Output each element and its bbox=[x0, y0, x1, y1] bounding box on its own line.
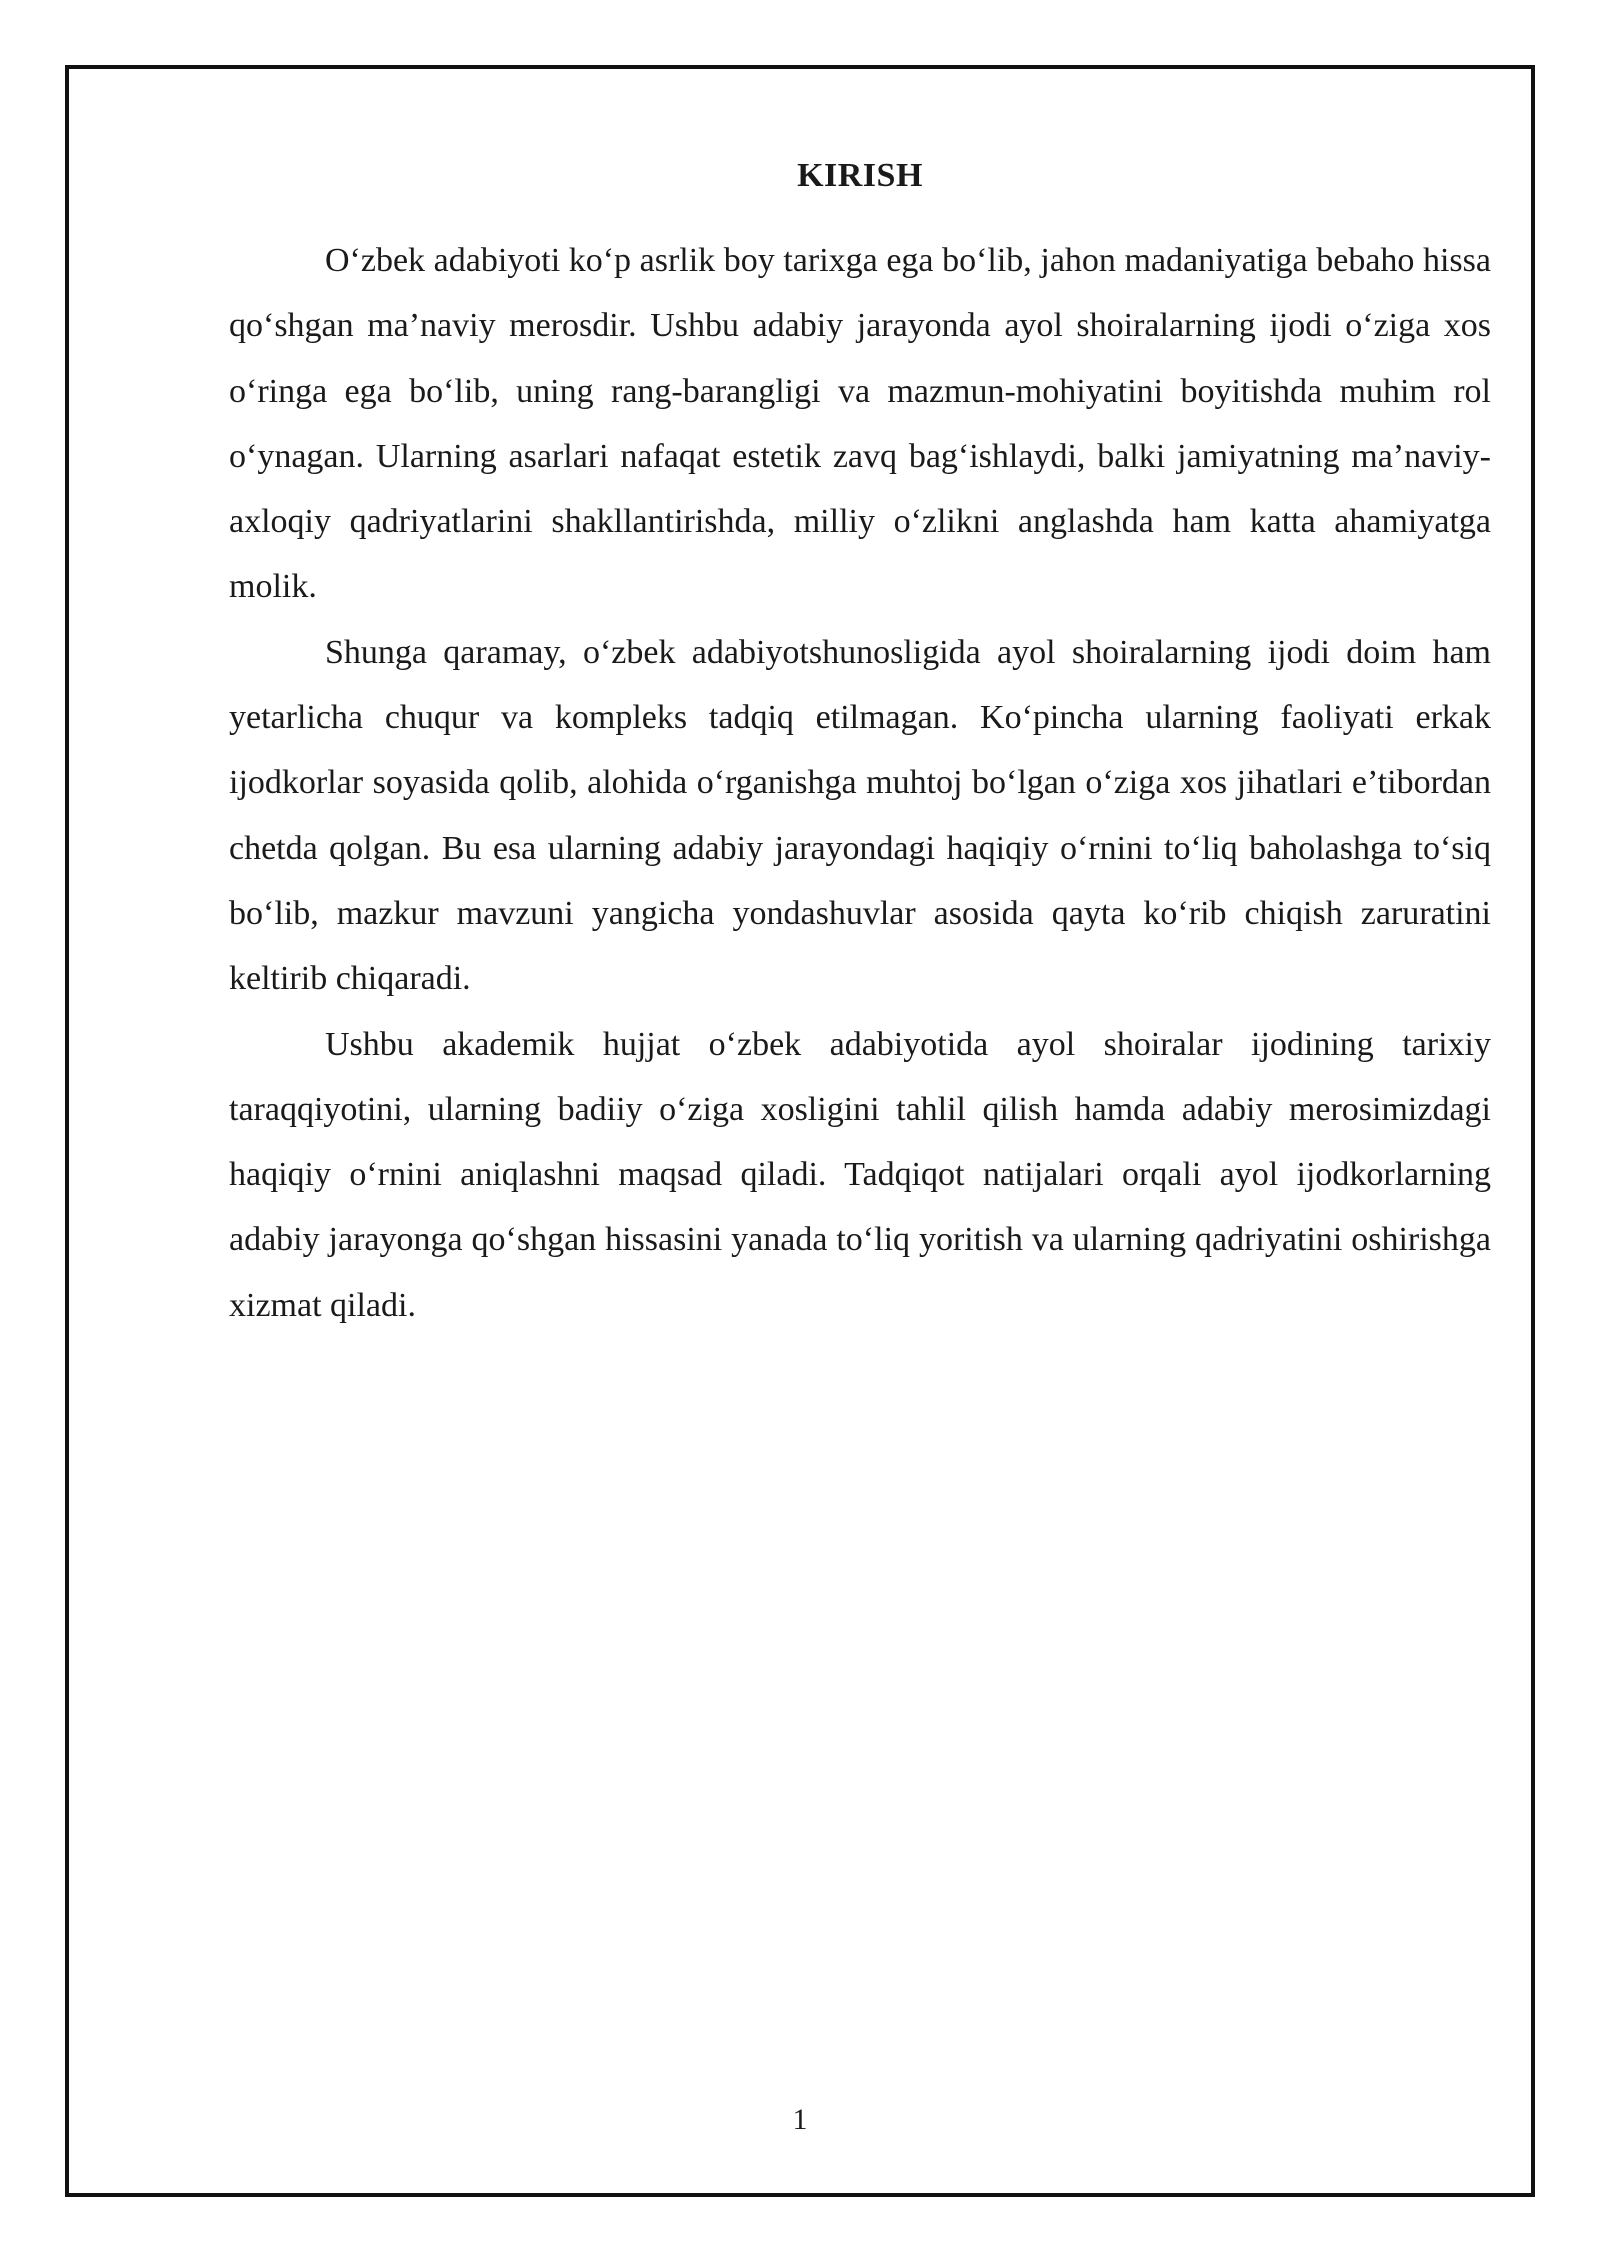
section-title: KIRISH bbox=[797, 157, 923, 194]
paragraph-3: Ushbu akademik hujjat o‘zbek adabiyotida ayol shoiralar ijodining tarixiy taraqqiyotini, ularning badiiy o‘ziga xosligini tahlil qilish hamda adabiy merosimizdagi haqiqiy o‘rnini aniqlashni maqsad qiladi. Tadqiqot natijalari orqali ayol ijodkorlarning adabiy jarayonga qo‘shgan hissasini yanada to‘liq yoritish va ularning qadriyatini oshirishga xizmat qiladi. bbox=[229, 1025, 1491, 1324]
paragraph-1: O‘zbek adabiyoti ko‘p asrlik boy tarixga ega bo‘lib, jahon madaniyatiga bebaho hissa qo‘shgan ma’naviy merosdir. Ushbu adabiy jarayonda ayol shoiralarning ijodi o‘ziga xos o‘ringa ega bo‘lib, uning rang-barangligi va mazmun-mohiyatini boyitishda muhim rol o‘ynagan. Ularning asarlari nafaqat estetik zavq bag‘ishlaydi, balki jamiyatning ma’naviy-axloqiy qadriyatlarini shakllantirishda, milliy o‘zlikni anglashda ham katta ahamiyatga molik. bbox=[229, 242, 1491, 606]
document-body bbox=[229, 150, 1491, 1338]
paragraph-2: Shunga qaramay, o‘zbek adabiyotshunosligida ayol shoiralarning ijodi doim ham yetarlicha chuqur va kompleks tadqiq etilmagan. Ko‘pincha ularning faoliyati erkak ijodkorlar soyasida qolib, alohida o‘rganishga muhtoj bo‘lgan o‘ziga xos jihatlari e’tibordan chetda qolgan. Bu esa ularning adabiy jarayondagi haqiqiy o‘rnini to‘liq baholashga to‘siq bo‘lib, mazkur mavzuni yangicha yondashuvlar asosida qayta ko‘rib chiqish zaruratini keltirib chiqaradi. bbox=[229, 633, 1491, 998]
page-number: 1 bbox=[792, 2103, 808, 2136]
